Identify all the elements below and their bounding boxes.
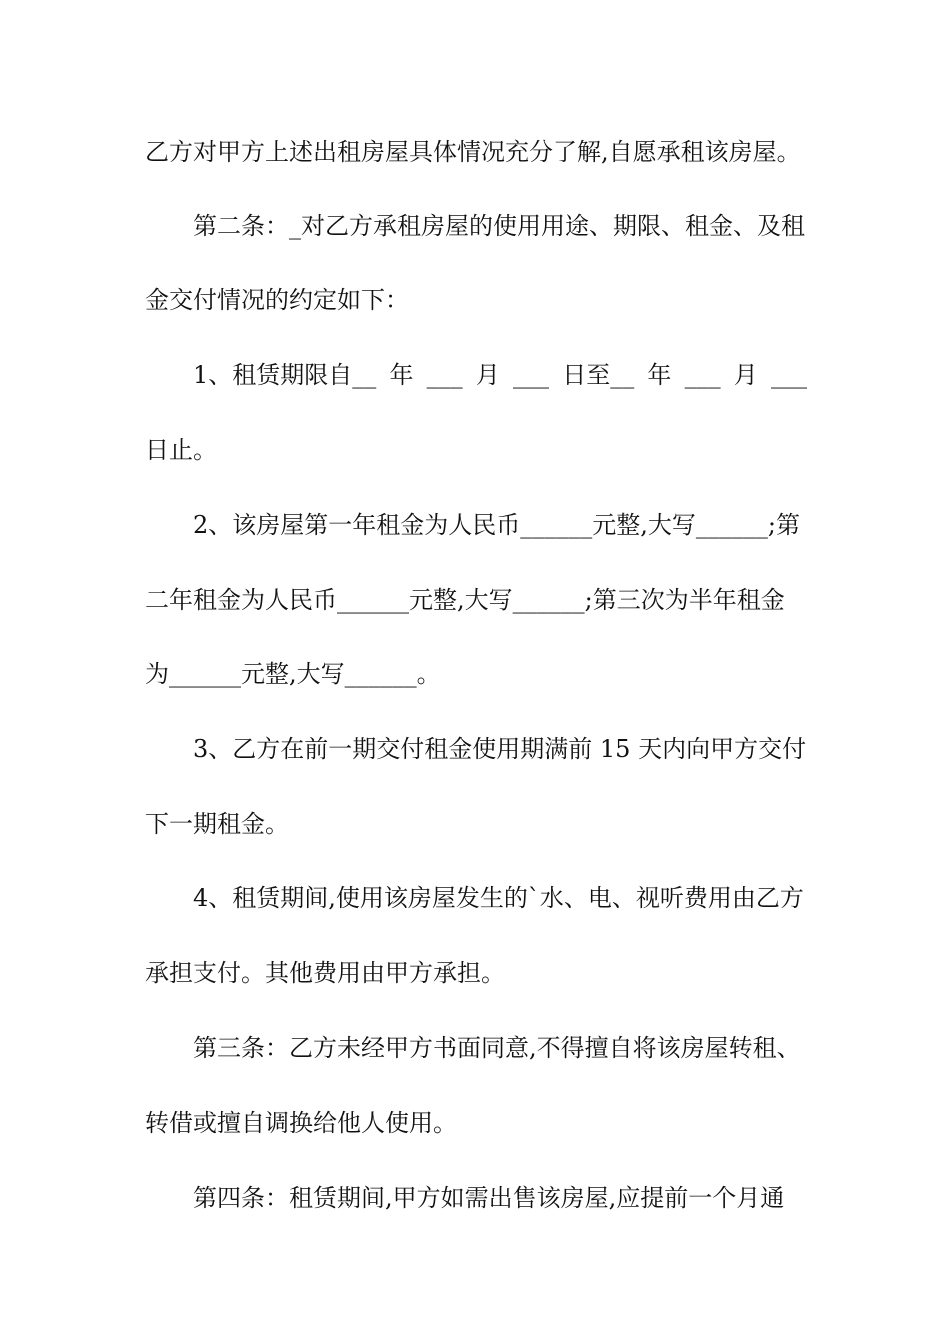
month-label: 月 — [475, 361, 500, 389]
utilities-line: 承担支付。其他费用由甲方承担。 — [145, 959, 505, 987]
rent-line: 为______元整,大写______。 — [145, 660, 441, 688]
blank-field: ___ — [426, 361, 463, 389]
year-label: 年 — [389, 361, 414, 389]
paragraph-line: 乙方对甲方上述出租房屋具体情况充分了解,自愿承租该房屋。 — [145, 138, 801, 166]
payment-line: 3、乙方在前一期交付租金使用期满前 15 天内向甲方交付 — [193, 735, 807, 763]
paragraph-line: 日止。 — [145, 436, 217, 464]
paragraph-line: 转借或擅自调换给他人使用。 — [145, 1109, 457, 1137]
paragraph-line-clause-3: 第三条：乙方未经甲方书面同意,不得擅自将该房屋转租、 — [193, 1034, 801, 1062]
rent-line: 二年租金为人民币______元整,大写______;第三次为半年租金 — [145, 586, 785, 614]
utilities-line: 4、租赁期间,使用该房屋发生的`水、电、视听费用由乙方 — [193, 884, 804, 912]
month-label: 月 — [733, 361, 758, 389]
lease-term-line — [193, 360, 807, 390]
blank-field: ___ — [684, 361, 721, 389]
paragraph-line-clause-4: 第四条：租赁期间,甲方如需出售该房屋,应提前一个月通 — [193, 1184, 785, 1212]
blank-field: ___ — [770, 361, 807, 389]
paragraph-line: 金交付情况的约定如下： — [145, 286, 409, 314]
lease-term-start: 1、租赁期限自__ — [193, 361, 377, 389]
payment-line: 下一期租金。 — [145, 810, 289, 838]
day-to-label: 日至__ — [562, 361, 635, 389]
blank-field: ___ — [513, 361, 550, 389]
year-label: 年 — [647, 361, 672, 389]
paragraph-line-clause-2: 第二条：_对乙方承租房屋的使用用途、期限、租金、及租 — [193, 212, 805, 240]
rent-line: 2、该房屋第一年租金为人民币______元整,大写______;第 — [193, 511, 800, 539]
